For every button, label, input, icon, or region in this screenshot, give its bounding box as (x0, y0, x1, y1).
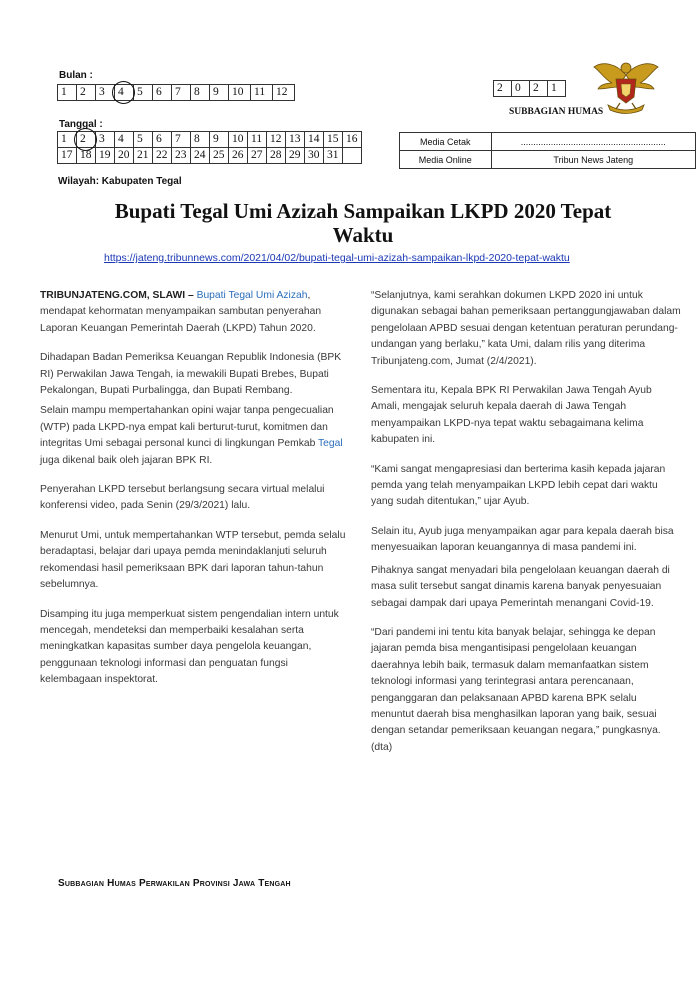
tanggal-label: Tanggal : (59, 119, 103, 130)
article-right-column (371, 288, 681, 769)
month-cell: 8 (191, 85, 210, 101)
right-paragraph-6: “Dari pandemi ini tentu kita banyak belajar, sehingga ke depan jajaran pemda bisa mengantisipasi pengelolaan keuangan daerahnya lebih baik, termasuk dalam memanfaatkan sistem teknologi informasi yang terintegrasi antara perencanaan, penganggaran dan pelaksanaan APBD karena BPK selalu menuntut daerah bisa menghasilkan laporan yang baik, sesuai dengan setandar pemeriksaan keuangan negara,” pungkasnya. (dta) (371, 626, 661, 753)
left-paragraph-1 (40, 288, 352, 337)
day-cell: 1 (58, 132, 77, 148)
day-cell: 9 (210, 132, 229, 148)
selected-month-circle (112, 81, 135, 104)
left-paragraph-3-text-b: juga dikenal baik oleh jajaran BPK RI. (40, 454, 213, 466)
media-table (399, 132, 696, 169)
month-table (57, 84, 295, 101)
title-line-1: Bupati Tegal Umi Azizah Sampaikan LKPD 2020 Tepat (114, 199, 612, 223)
month-cell: 2 (77, 85, 96, 101)
department-label: SUBBAGIAN HUMAS (509, 107, 604, 117)
day-cell: 14 (305, 132, 324, 148)
day-cell: 11 (248, 132, 267, 148)
day-cell: 30 (305, 148, 324, 164)
year-digit-cell: 1 (548, 81, 566, 97)
year-digit-cell: 2 (494, 81, 512, 97)
right-paragraph-5: Pihaknya sangat menyadari bila pengelolaan keuangan daerah di masa sulit tersebut sangat dinamis karena banyak penyesuaian sebagai dampak dari upaya Pemerintah menangani Covid-19. (371, 564, 670, 609)
day-cell: 19 (96, 148, 115, 164)
day-cell: 8 (191, 132, 210, 148)
left-paragraph-3-text-a: Selain mampu mempertahankan opini wajar tanpa pengecualian (WTP) pada LKPD-nya empat kali berturut-turut, komitmen dan integritas Umi sebagai personal kunci di lingkungan Pemkab (40, 405, 334, 450)
day-cell: 12 (267, 132, 286, 148)
left-paragraph-6: Disamping itu juga memperkuat sistem pengendalian intern untuk mencegah, mendeteksi dan memperbaiki kesalahan serta meningkatkan kapasitas sumber daya pengelola keuangan, penggunaan teknologi informasi dan penguatan fungsi kelembagaan inspektorat. (40, 608, 339, 686)
month-cell: 12 (273, 85, 295, 101)
day-cell: 2 (77, 132, 96, 148)
media-online-value: Tribun News Jateng (491, 151, 695, 169)
day-cell: 31 (324, 148, 343, 164)
month-cell: 5 (134, 85, 153, 101)
year-digit-cell: 0 (512, 81, 530, 97)
day-cell: 25 (210, 148, 229, 164)
day-cell: 24 (191, 148, 210, 164)
month-cell: 6 (153, 85, 172, 101)
article-url[interactable]: https://jateng.tribunnews.com/2021/04/02/bupati-tegal-umi-azizah-sampaikan-lkpd-2020-tepat-waktu (104, 252, 570, 264)
right-paragraph-1: “Selanjutnya, kami serahkan dokumen LKPD 2020 ini untuk digunakan sebagai bahan pemeriksaan pertanggungjawaban dalam pengelolaan APBD sesuai dengan ketentuan peraturan perundang-undangan yang berlaku,” kata Umi, dalam rilis yang diterima Tribunjateng.com, Jumat (2/4/2021). (371, 290, 681, 367)
day-cell: 23 (172, 148, 191, 164)
day-table (57, 131, 362, 164)
left-paragraph-4: Penyerahan LKPD tersebut berlangsung secara virtual melalui konferensi video, pada Senin (29/3/2021) lalu. (40, 484, 325, 512)
right-paragraph-3: “Kami sangat mengapresiasi dan berterima kasih kepada jajaran pemda yang telah menyampaikan LKPD lebih cepat dari waktu yang sudah ditentukan,” ujar Ayub. (371, 463, 666, 508)
day-cell: 7 (172, 132, 191, 148)
media-online-label: Media Online (400, 151, 492, 169)
month-cell: 10 (229, 85, 251, 101)
bupati-link[interactable]: Bupati Tegal Umi Azizah (196, 290, 308, 301)
day-cell: 29 (286, 148, 305, 164)
footer-office: Subbagian Humas Perwakilan Provinsi Jawa Tengah (58, 878, 291, 889)
left-paragraph-3 (40, 403, 352, 469)
title-line-2: Waktu (332, 223, 394, 247)
day-cell: 18 (77, 148, 96, 164)
bulan-label: Bulan : (59, 70, 93, 81)
year-digit-cell: 2 (530, 81, 548, 97)
month-cell: 11 (251, 85, 273, 101)
day-cell: 5 (134, 132, 153, 148)
media-cetak-value: .......................................................... (491, 133, 695, 151)
tegal-link[interactable]: Tegal (318, 438, 343, 450)
day-cell: 10 (229, 132, 248, 148)
day-cell: 20 (115, 148, 134, 164)
left-paragraph-2: Dihadapan Badan Pemeriksa Keuangan Republik Indonesia (BPK RI) Perwakilan Jawa Tengah, ia mewakili Bupati Brebes, Bupati Pekalongan, Bupati Purbalingga, dan Bupati Rembang. (40, 352, 342, 397)
right-paragraph-2: Sementara itu, Kepala BPK RI Perwakilan Jawa Tengah Ayub Amali, mengajak seluruh kepala daerah di Jawa Tengah menyampaikan LKPD-nya tepat waktu sebagaimana kelima kabupaten ini. (371, 385, 652, 446)
day-cell: 22 (153, 148, 172, 164)
day-cell: 4 (115, 132, 134, 148)
wilayah-label: Wilayah: Kabupaten Tegal (58, 176, 182, 187)
media-cetak-label: Media Cetak (400, 133, 492, 151)
day-cell: 21 (134, 148, 153, 164)
right-paragraph-4: Selain itu, Ayub juga menyampaikan agar para kepala daerah bisa menyesuaikan laporan keuangannya di masa pandemi ini. (371, 525, 674, 554)
selected-day-circle (74, 128, 97, 151)
month-cell: 7 (172, 85, 191, 101)
day-cell: 17 (58, 148, 77, 164)
day-cell: 16 (343, 132, 362, 148)
day-cell: 28 (267, 148, 286, 164)
article-left-column (40, 288, 352, 702)
article-title (40, 199, 686, 247)
day-cell: 26 (229, 148, 248, 164)
month-cell: 9 (210, 85, 229, 101)
month-cell: 4 (115, 85, 134, 101)
day-cell: 15 (324, 132, 343, 148)
month-cell: 3 (96, 85, 115, 101)
day-cell: 3 (96, 132, 115, 148)
source-tag: TRIBUNJATENG.COM, SLAWI – (40, 290, 194, 301)
day-cell (343, 148, 362, 164)
day-cell: 6 (153, 132, 172, 148)
day-cell: 27 (248, 148, 267, 164)
day-cell: 13 (286, 132, 305, 148)
year-table (493, 80, 566, 97)
left-paragraph-1-text: , mendapat kehormatan menyampaikan sambutan penyerahan Laporan Keuangan Pemerintah Daerah (LKPD) Tahun 2020. (40, 290, 322, 334)
left-paragraph-5: Menurut Umi, untuk mempertahankan WTP tersebut, pemda selalu beradaptasi, belajar dari upaya pemda menindaklanjuti seluruh rekomendasi hasil pemeriksaan BPK dari laporan tahun-tahun sebelumnya. (40, 529, 346, 591)
month-cell: 1 (58, 85, 77, 101)
